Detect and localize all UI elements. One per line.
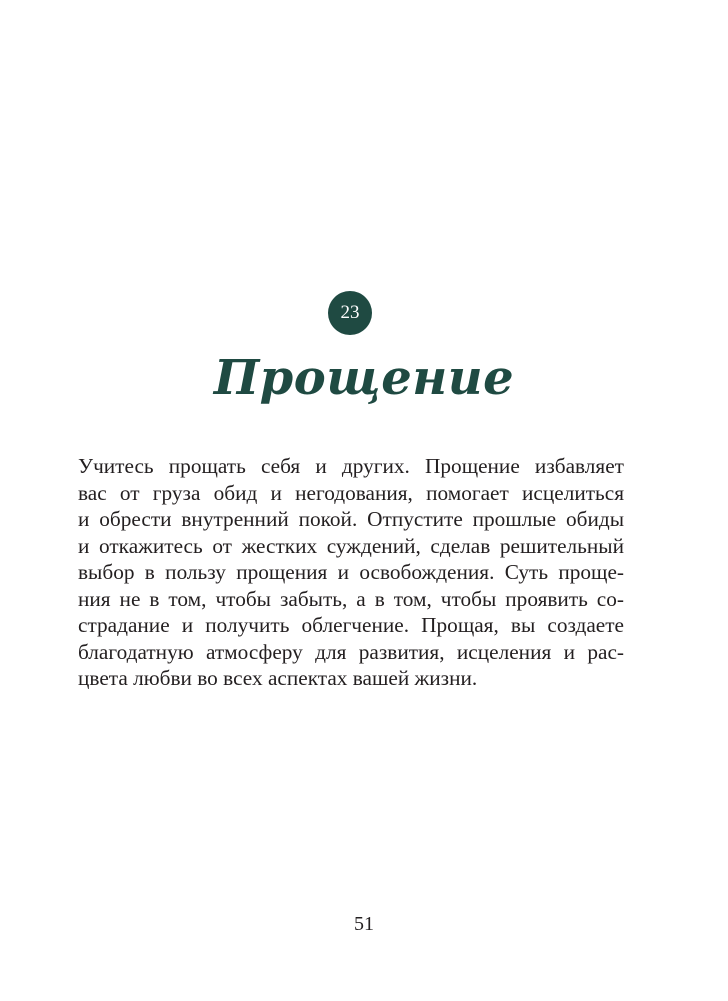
body-line: цвета любви во всех аспектах вашей жизни. xyxy=(78,666,478,690)
body-line: благодатную атмосферу для развития, исцеления и рас- xyxy=(78,639,624,664)
chapter-title: Прощение xyxy=(213,350,515,406)
body-line: выбор в пользу прощения и освобождения. Суть проще- xyxy=(78,560,624,584)
chapter-number-badge: 23 xyxy=(328,291,372,335)
body-line: страдание и получить облегчение. Прощая, вы создаете xyxy=(78,613,624,637)
body-line: ния не в том, чтобы забыть, а в том, чтобы проявить со- xyxy=(78,586,624,611)
body-line: и откажитесь от жестких суждений, сделав решительный xyxy=(78,533,624,558)
body-line: Учитесь прощать себя и других. Прощение избавляет xyxy=(78,454,624,478)
body-line: и обрести внутренний покой. Отпустите прошлые обиды xyxy=(78,507,624,531)
body-line: вас от груза обид и негодования, помогает исцелиться xyxy=(78,480,624,505)
page-number: 51 xyxy=(354,913,374,935)
body-paragraph xyxy=(78,453,624,692)
